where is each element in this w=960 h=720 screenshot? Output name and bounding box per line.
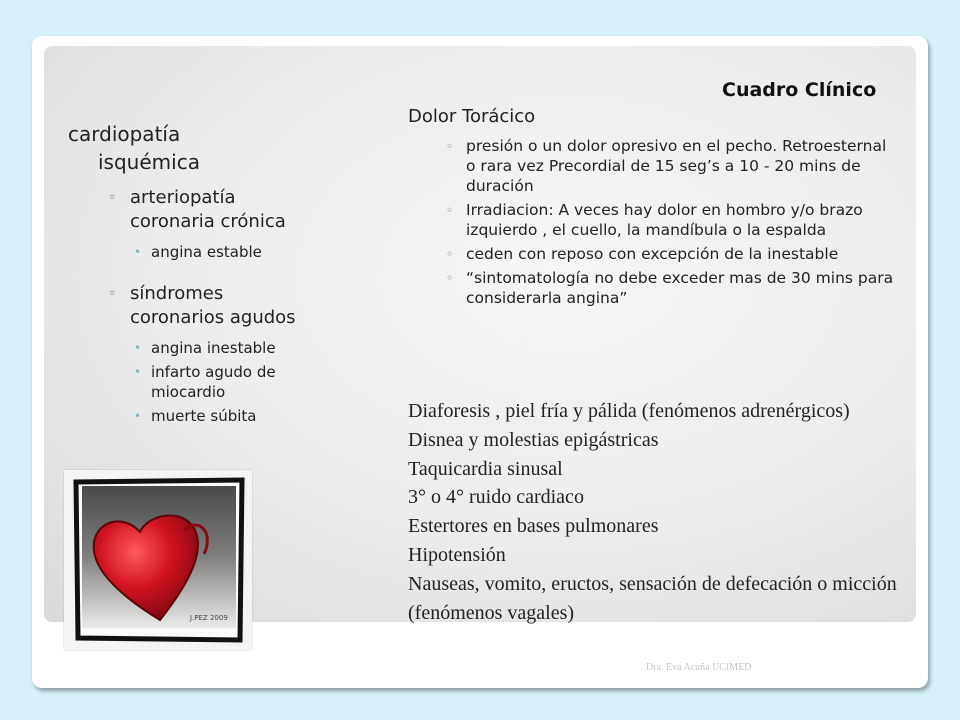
bullet-icon: ◦	[108, 190, 117, 206]
symptom-list	[408, 397, 908, 627]
left-title-line1: cardiopatía	[68, 122, 181, 146]
symptom-item: Diaforesis , piel fría y pálida (fenómenos adrenérgicos)	[408, 400, 850, 422]
left-item-label: arteriopatía coronaria crónica	[130, 187, 286, 232]
bullet-icon: ◦	[108, 286, 117, 302]
slide-heading: Cuadro Clínico	[722, 79, 877, 101]
dolor-item	[408, 268, 898, 308]
heart-painting-image	[64, 470, 252, 650]
dolor-item	[408, 136, 898, 196]
dolor-item-text: presión o un dolor opresivo en el pecho. Retroesternal o rara vez Precordial de 15 seg’s a 10 - 20 mins de duración	[466, 137, 887, 195]
left-item	[68, 282, 318, 330]
small-bullet-icon: •	[134, 365, 142, 379]
symptom-item: Disnea y molestias epigástricas	[408, 428, 659, 451]
heart-painting-svg	[64, 470, 252, 650]
dolor-toracico-heading: Dolor Torácico	[408, 106, 536, 127]
left-subitem	[68, 338, 318, 358]
left-subitem-label: angina estable	[151, 243, 262, 261]
symptom-item: 3° o 4° ruido cardiaco	[408, 486, 584, 509]
small-bullet-icon: •	[134, 341, 142, 355]
left-subitem	[68, 406, 318, 426]
left-title-line2: isquémica	[98, 150, 200, 174]
right-column	[408, 104, 898, 312]
symptom-item: Estertores en bases pulmonares	[408, 515, 659, 538]
dolor-list	[408, 136, 898, 312]
footer-credit: Dra. Eva Acuña UCIMED	[646, 662, 752, 673]
left-subitem	[68, 362, 318, 402]
symptom-item: Taquicardia sinusal	[408, 457, 563, 480]
left-item	[68, 186, 318, 234]
dolor-item	[408, 200, 898, 240]
dolor-item-text: Irradiacion: A veces hay dolor en hombro y/o brazo izquierdo , el cuello, la mandíbula o la espalda	[466, 201, 863, 239]
left-item-label: síndromes coronarios agudos	[130, 283, 296, 328]
bullet-icon: ◦	[446, 271, 454, 285]
left-column	[68, 120, 318, 430]
symptom-item: Hipotensión	[408, 543, 506, 566]
left-subitem	[68, 242, 318, 262]
dolor-item-text: “sintomatología no debe exceder mas de 30 mins para considerarla angina”	[466, 269, 894, 307]
heart-signature: J.PEZ 2009	[190, 614, 228, 622]
bullet-icon: ◦	[446, 139, 454, 153]
small-bullet-icon: •	[134, 409, 142, 423]
symptom-item: Nauseas, vomito, eructos, sensación de defecación o micción (fenómenos vagales)	[408, 572, 897, 624]
left-title	[68, 120, 318, 176]
small-bullet-icon: •	[134, 245, 142, 259]
left-list	[68, 186, 318, 430]
dolor-item-text: ceden con reposo con excepción de la inestable	[466, 245, 839, 263]
bullet-icon: ◦	[446, 203, 454, 217]
left-subitem-label: angina inestable	[151, 339, 276, 357]
left-subitem-label: infarto agudo de miocardio	[151, 363, 276, 401]
bullet-icon: ◦	[446, 247, 454, 261]
dolor-item	[408, 244, 898, 264]
left-subitem-label: muerte súbita	[151, 407, 257, 425]
